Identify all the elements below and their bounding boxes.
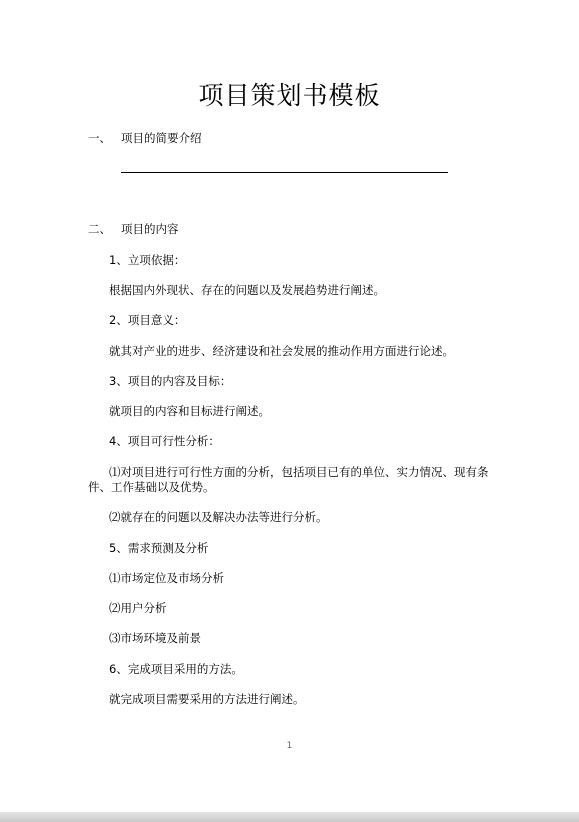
item-body: ⑴市场定位及市场分析 [109,571,224,585]
item-body: 就其对产业的进步、经济建设和社会发展的推动作用方面进行论述。 [109,344,454,358]
item-body-continuation: 件、工作基础以及优势。 [88,480,215,494]
section-number: 二、 [88,222,111,236]
document-title: 项目策划书模板 [198,81,381,110]
item-heading: 4、项目可行性分析： [109,434,220,448]
item-body: ⑵用户分析 [109,601,167,615]
blank-fill-line [121,172,448,173]
item-heading: 6、完成项目采用的方法。 [109,662,243,676]
section-heading: 项目的简要介绍 [121,131,202,145]
page-bottom-edge [0,812,579,822]
page-number: 1 [286,741,293,751]
item-body: 就项目的内容和目标进行阐述。 [109,404,270,418]
section-heading: 项目的内容 [121,222,179,236]
item-body: ⑴对项目进行可行性方面的分析，包括项目已有的单位、实力情况、现有条 [109,465,489,479]
item-body: 就完成项目需要采用的方法进行阐述。 [109,692,305,706]
item-body: ⑶市场环境及前景 [109,631,201,645]
item-heading: 1、立项依据： [109,253,186,267]
section-number: 一、 [88,131,111,145]
item-body: ⑵就存在的问题以及解决办法等进行分析。 [109,510,328,524]
item-body: 根据国内外现状、存在的问题以及发展趋势进行阐述。 [109,283,385,297]
item-heading: 3、项目的内容及目标： [109,374,232,388]
item-heading: 5、需求预测及分析 [109,541,209,555]
item-heading: 2、项目意义： [109,313,186,327]
